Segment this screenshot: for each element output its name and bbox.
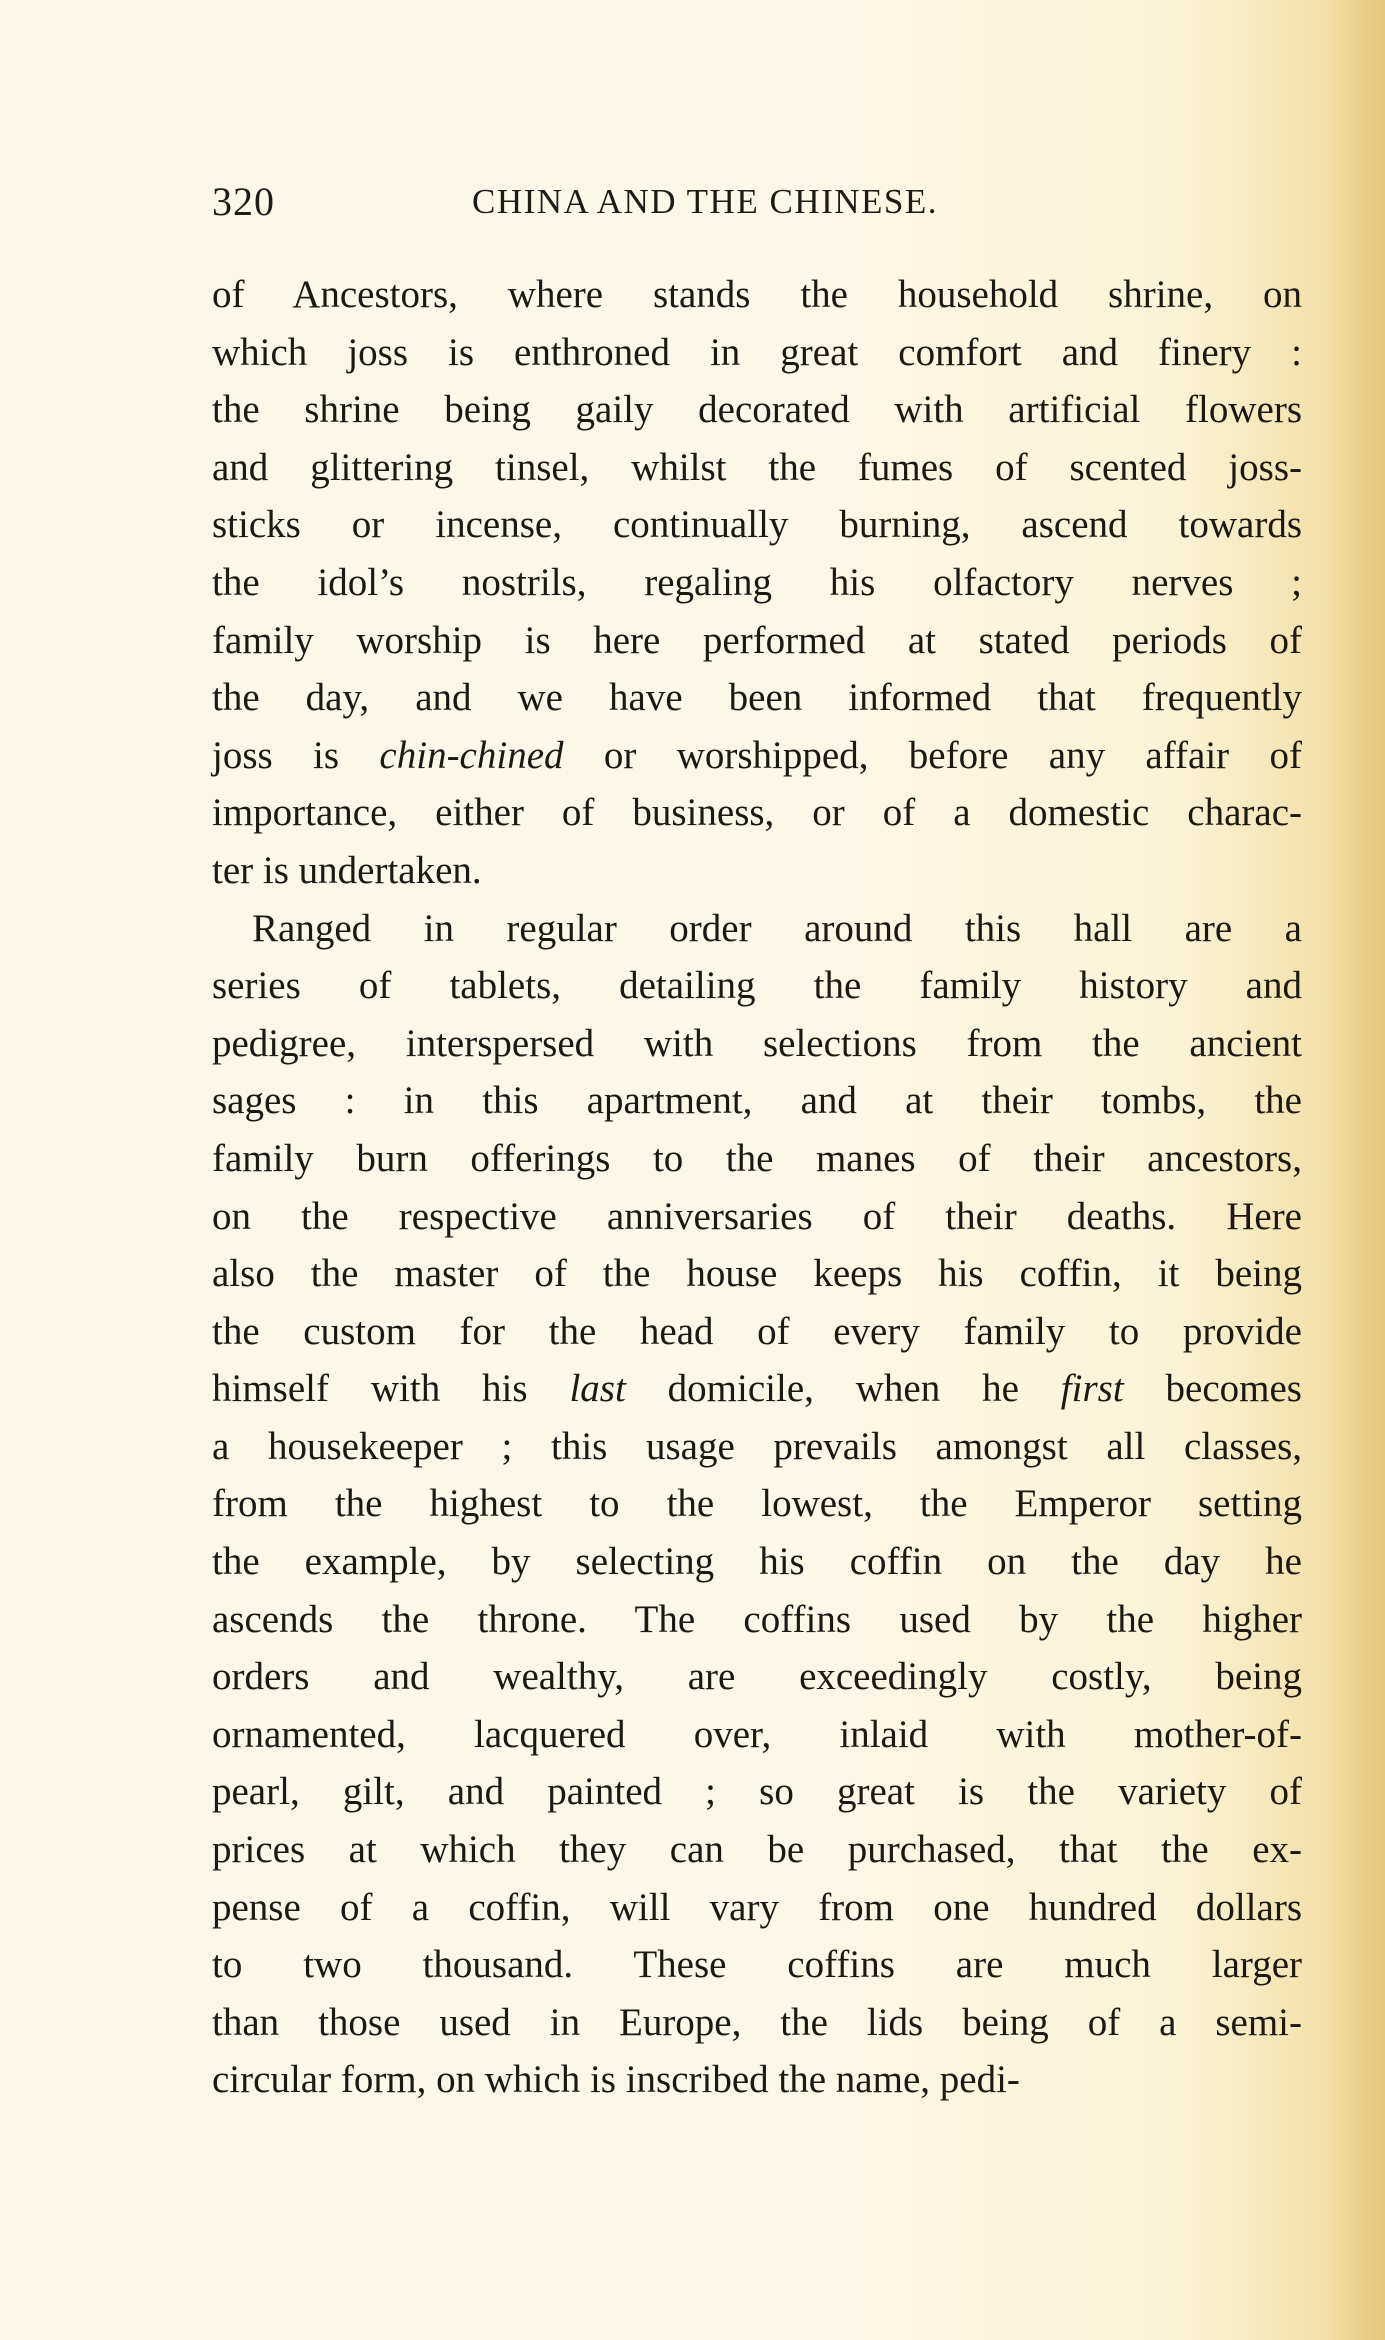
page-header (212, 178, 1302, 238)
text-line: Ranged in regular order around this hall are a (252, 906, 1302, 950)
page-edge-shadow (1325, 0, 1385, 2340)
text-line: than those used in Europe, the lids being of a semi- (212, 2000, 1302, 2044)
text-line: and glittering tinsel, whilst the fumes of scented joss- (212, 445, 1302, 489)
text-line: series of tablets, detailing the family history and (212, 964, 1302, 1008)
italic-word: last (569, 1367, 626, 1411)
text-line: from the highest to the lowest, the Emperor setting (212, 1482, 1302, 1526)
text-line: the shrine being gaily decorated with artificial flowers (212, 388, 1302, 432)
text-line: orders and wealthy, are exceedingly costly, being (212, 1655, 1302, 1699)
text-line: pearl, gilt, and painted ; so great is the variety of (212, 1770, 1302, 1814)
text-line: which joss is enthroned in great comfort and finery : (212, 330, 1302, 374)
text-line: pense of a coffin, will vary from one hundred dollars (212, 1885, 1302, 1929)
text-line: prices at which they can be purchased, that the ex- (212, 1828, 1302, 1872)
text-line: circular form, on which is inscribed the name, pedi- (212, 2058, 1020, 2102)
text-line: the example, by selecting his coffin on the day he (212, 1540, 1302, 1584)
text-line: sticks or incense, continually burning, ascend towards (212, 503, 1302, 547)
italic-word: chin-chined (379, 733, 564, 777)
text-line: himself with his last domicile, when he first becomes (212, 1367, 1302, 1411)
text-line: ornamented, lacquered over, inlaid with mother-of- (212, 1712, 1302, 1756)
text-line: family worship is here performed at stated periods of (212, 618, 1302, 662)
text-line: a housekeeper ; this usage prevails amongst all classes, (212, 1424, 1302, 1468)
body-text (212, 266, 1302, 2109)
text-line: on the respective anniversaries of their deaths. Here (212, 1194, 1302, 1238)
text-line: the custom for the head of every family to provide (212, 1309, 1302, 1353)
text-line: importance, either of business, or of a domestic charac- (212, 791, 1302, 835)
text-line: ascends the throne. The coffins used by the higher (212, 1597, 1302, 1641)
running-title: CHINA AND THE CHINESE. (472, 182, 938, 221)
text-line: joss is chin-chined or worshipped, before any affair of (212, 733, 1302, 777)
text-line: of Ancestors, where stands the household shrine, on (212, 273, 1302, 316)
text-line: sages : in this apartment, and at their tombs, the (212, 1079, 1302, 1123)
text-line: ter is undertaken. (212, 848, 482, 892)
text-line: pedigree, interspersed with selections from the ancient (212, 1021, 1302, 1065)
text-line: to two thousand. These coffins are much larger (212, 1943, 1302, 1987)
text-line: the idol’s nostrils, regaling his olfactory nerves ; (212, 560, 1302, 604)
page-number: 320 (212, 179, 275, 224)
text-line: family burn offerings to the manes of their ancestors, (212, 1136, 1302, 1180)
text-line: the day, and we have been informed that frequently (212, 676, 1302, 720)
text-line: also the master of the house keeps his coffin, it being (212, 1252, 1302, 1296)
italic-word: first (1060, 1367, 1124, 1411)
